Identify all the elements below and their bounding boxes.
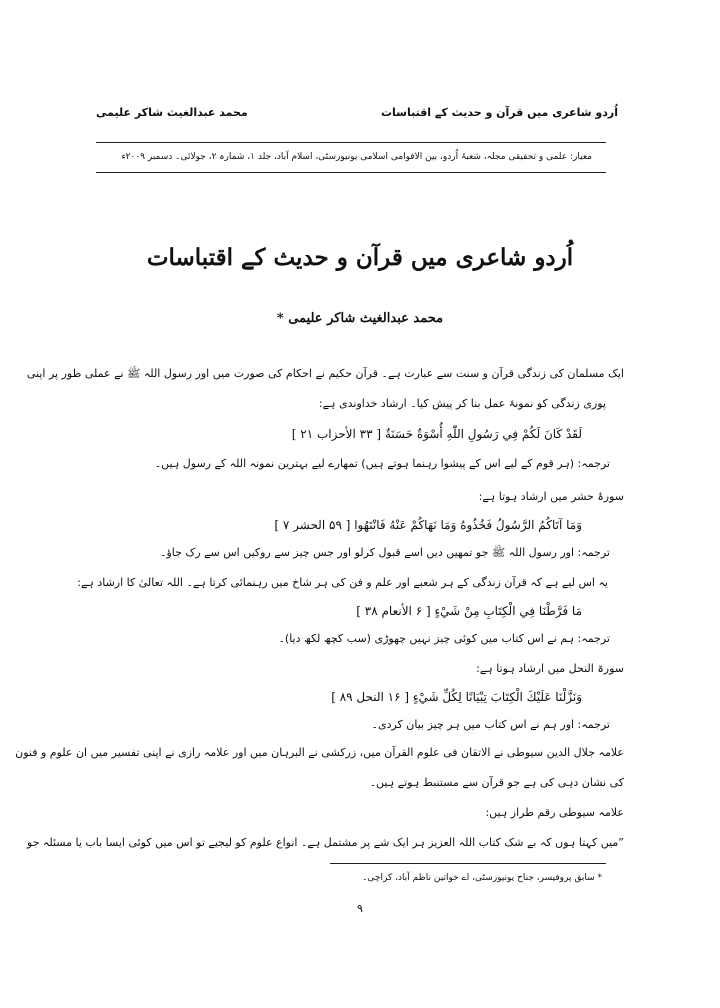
body-line: علامہ سیوطی رقم طراز ہیں:: [485, 806, 624, 819]
body-line: ترجمہ: اور ہم نے اس کتاب میں ہر چیز بیان کردی۔: [371, 718, 610, 731]
footnote-rule: [330, 863, 606, 864]
article-title: اُردو شاعری میں قرآن و حدیث کے اقتباسات: [146, 244, 574, 271]
body-line: ایک مسلمان کی زندگی قرآن و سنت سے عبارت ہے۔ قرآن حکیم نے احکام کی صورت میں اور رسول اللہ ﷺ نے عملی طور پر اپنی: [26, 367, 624, 380]
body-line: ترجمہ: (ہر قوم کے لیے اس کے پیشوا رہنما ہوتے ہیں) تمھارے لیے بہترین نمونہ اللہ کے رسول ہیں۔: [154, 457, 610, 470]
header-rule-top: [96, 142, 606, 143]
body-line: کی نشان دہی کی ہے جو قرآن سے مستنبط ہوتے ہیں۔: [369, 776, 624, 789]
body-line: علامہ جلال الدین سیوطی نے الاتقان فی علوم القرآن میں، زرکشی نے البرہان میں اور علامہ رازی نے اپنی تفسیر میں ان علوم و فنون: [15, 746, 624, 759]
quran-verse: وَمَا آتَاكُمُ الرَّسُولُ فَخُذُوهُ وَمَا نَهَاكُمْ عَنْهُ فَانْتَهُوا [ ۵۹ الحشر ۷ ]: [274, 518, 582, 532]
body-line: ”میں کہتا ہوں کہ بے شک کتاب اللہ العزیز ہر ایک شے پر مشتمل ہے۔ انواع علوم کو لیجیے تو اس میں کوئی ایسا باب یا مسئلہ جو: [26, 836, 624, 849]
running-title: اُردو شاعری میں قرآن و حدیث کے اقتباسات: [380, 106, 618, 119]
quran-verse: وَنَزَّلْنَا عَلَيْكَ الْكِتَابَ تِبْيَانًا لِكُلِّ شَيْءٍ [ ۱۶ النحل ۸۹ ]: [331, 690, 582, 704]
body-line: سورۂ حشر میں ارشاد ہوتا ہے:: [478, 490, 624, 503]
body-line: سورۃ النحل میں ارشاد ہوتا ہے:: [476, 662, 624, 675]
body-line: ترجمہ: ہم نے اس کتاب میں کوئی چیز نہیں چھوڑی (سب کچھ لکھ دیا)۔: [278, 632, 610, 645]
footnote: * سابق پروفیسر، جناح یونیورسٹی، اے خواتین ناظم آباد، کراچی۔: [362, 873, 602, 883]
quran-verse: مَا فَرَّطْنَا فِي الْكِتَابِ مِنْ شَيْءٍ [ ۶ الأنعام ۳۸ ]: [356, 604, 582, 618]
body-line: یہ اس لیے ہے کہ قرآن زندگی کے ہر شعبے اور علم و فن کی ہر شاخ میں رہنمائی کرتا ہے۔ اللہ تعالیٰ کا ارشاد ہے:: [77, 576, 608, 589]
article-author: محمد عبدالغیث شاکر علیمی *: [276, 311, 444, 326]
quran-verse: لَقَدْ كَانَ لَكُمْ فِي رَسُولِ اللّٰهِ أُسْوَةٌ حَسَنَةٌ [ ۳۳ الأحزاب ۲۱ ]: [291, 427, 582, 441]
body-line: پوری زندگی کو نمونۂ عمل بنا کر پیش کیا۔ ارشاد خداوندی ہے:: [318, 397, 606, 410]
page-number: ۹: [357, 902, 363, 915]
source-line: معیار: علمی و تحقیقی مجلہ، شعبۂ اُردو، بین الاقوامی اسلامی یونیورسٹی، اسلام آباد، جلد ۱، شمارہ ۲، جولائی۔ دسمبر ۲۰۰۹ء: [121, 152, 592, 162]
running-author: محمد عبدالغیث شاکر علیمی: [96, 106, 248, 119]
body-line: ترجمہ: اور رسول اللہ ﷺ جو تمھیں دیں اسے قبول کرلو اور جس چیز سے روکیں اس سے رک جاؤ۔: [160, 546, 610, 559]
header-rule-bottom: [96, 172, 606, 173]
